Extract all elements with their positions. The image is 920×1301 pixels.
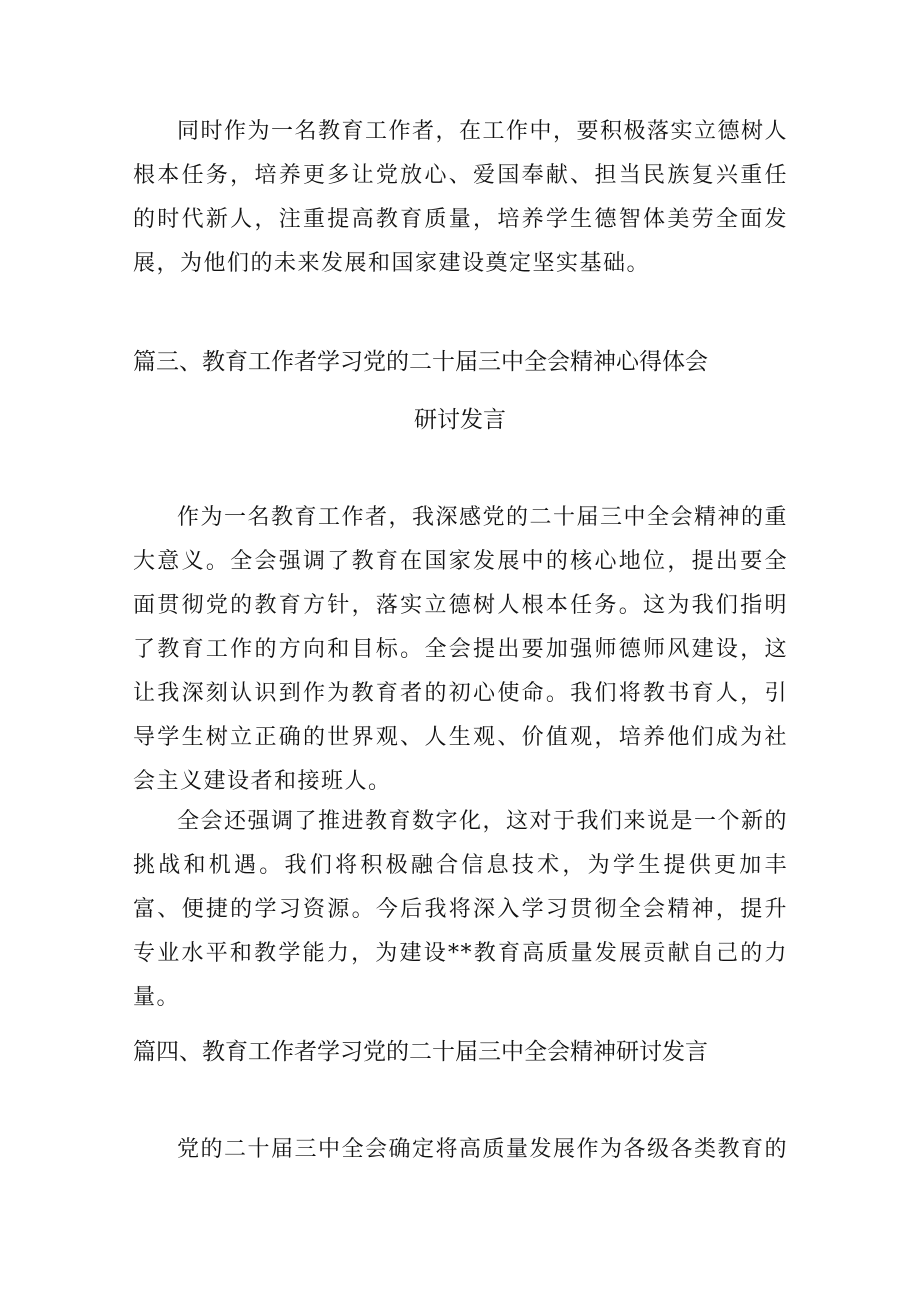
section3-paragraph-1: 作为一名教育工作者，我深感党的二十届三中全会精神的重大意义。全会强调了教育在国家发展中的核心地位，提出要全面贯彻党的教育方针，落实立德树人根本任务。这为我们指明了教育工作的方向和目标。全会提出要加强师德师风建设，这让我深刻认识到作为教育者的初心使命。我们将教书育人，引导学生树立正确的世界观、人生观、价值观，培养他们成为社会主义建设者和接班人。: [133, 505, 789, 794]
section3-subtitle: 研讨发言: [414, 407, 506, 433]
section3-paragraph-2: 全会还强调了推进教育数字化，这对于我们来说是一个新的挑战和机遇。我们将积极融合信息技术，为学生提供更加丰富、便捷的学习资源。今后我将深入学习贯彻全会精神，提升专业水平和教学能力，为建设**教育高质量发展贡献自己的力量。: [133, 809, 789, 1010]
section4-paragraph-start: 党的二十届三中全会确定将高质量发展作为各级各类教育的: [177, 1137, 789, 1162]
intro-paragraph: 同时作为一名教育工作者，在工作中，要积极落实立德树人根本任务，培养更多让党放心、爱国奉献、担当民族复兴重任的时代新人，注重提高教育质量，培养学生德智体美劳全面发展，为他们的未来发展和国家建设奠定坚实基础。: [133, 119, 789, 276]
section4-title: 篇四、教育工作者学习党的二十届三中全会精神研讨发言: [133, 1039, 708, 1065]
section3-title: 篇三、教育工作者学习党的二十届三中全会精神心得体会: [133, 349, 708, 375]
